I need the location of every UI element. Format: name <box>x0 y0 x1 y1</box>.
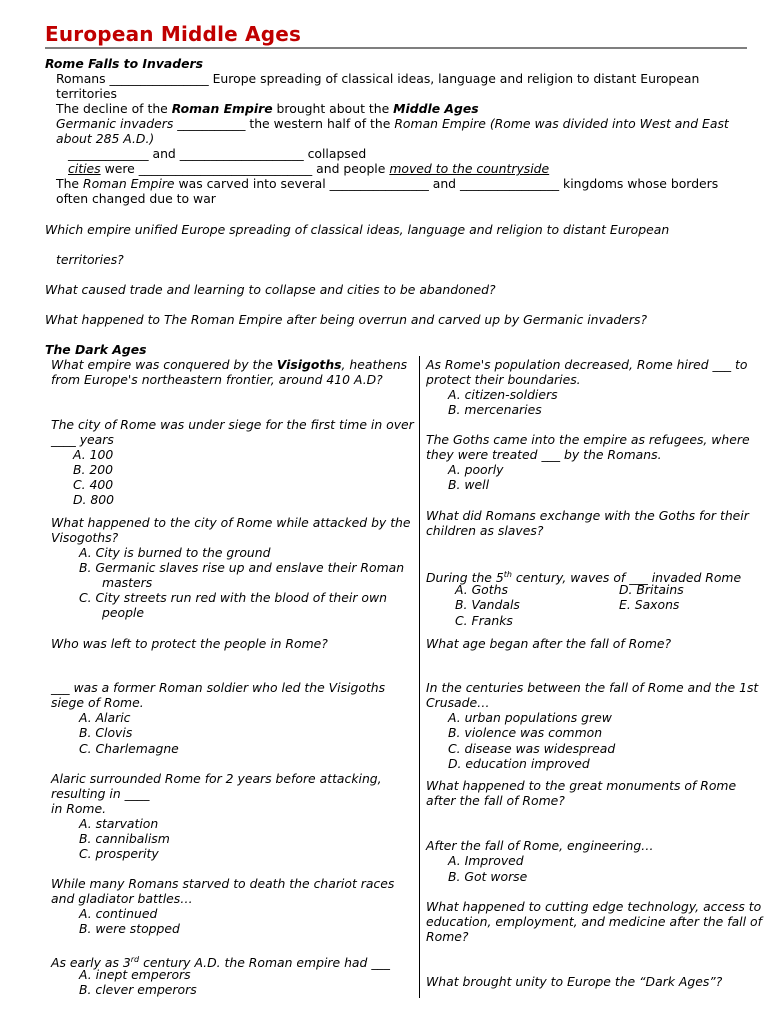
text-segment: Visigoths <box>276 357 342 372</box>
text-segment: The decline of the <box>56 101 172 116</box>
left-q1 <box>51 357 407 372</box>
text-segment: brought about the <box>272 101 394 116</box>
text-segment: , heathens <box>341 357 408 372</box>
notes-line-3 <box>56 116 729 131</box>
left-q3: What happened to the city of Rome while attacked by the <box>51 515 411 530</box>
option-continued: people <box>102 605 144 620</box>
option: A. Alaric <box>79 710 131 725</box>
option: A. continued <box>79 906 158 921</box>
superscript: rd <box>130 955 140 964</box>
superscript: th <box>503 570 512 579</box>
page-title: European Middle Ages <box>45 22 302 46</box>
notes-line-4: _____________ and ____________________ collapsed <box>68 146 367 161</box>
text-segment: Roman Empire <box>394 116 486 131</box>
right-q2: The Goths came into the empire as refugees, where <box>426 432 750 447</box>
option: B. were stopped <box>79 921 180 936</box>
option: C. prosperity <box>79 846 159 861</box>
question-1b: territories? <box>56 252 124 267</box>
notes-line-3b: about 285 A.D.) <box>56 131 155 146</box>
option: A. Goths <box>455 582 508 597</box>
right-q9: What happened to cutting edge technology, access to <box>426 899 762 914</box>
option-continued: masters <box>102 575 153 590</box>
option: A. City is burned to the ground <box>79 545 271 560</box>
notes-line-6 <box>56 176 718 191</box>
left-q6: Alaric surrounded Rome for 2 years before attacking, <box>51 771 382 786</box>
text-segment: were ____________________________ and people <box>100 161 390 176</box>
option: D. Britains <box>619 582 684 597</box>
right-q9c: Rome? <box>426 929 469 944</box>
text-segment: the western half of the <box>245 116 395 131</box>
option: B. violence was common <box>448 725 603 740</box>
option: A. poorly <box>448 462 504 477</box>
option: B. Got worse <box>448 869 528 884</box>
option: A. starvation <box>79 816 159 831</box>
text-segment: ___________ <box>177 116 246 131</box>
right-q8: After the fall of Rome, engineering… <box>426 838 654 853</box>
option: A. 100 <box>73 447 114 462</box>
option: B. Clovis <box>79 725 133 740</box>
text-segment: Roman Empire <box>171 101 273 116</box>
option: A. citizen-soldiers <box>448 387 558 402</box>
option: B. mercenaries <box>448 402 542 417</box>
left-q7: While many Romans starved to death the chariot races <box>51 876 395 891</box>
section-heading-dark-ages: The Dark Ages <box>45 342 147 357</box>
title-rule <box>45 47 747 49</box>
right-q6: In the centuries between the fall of Rome and the 1st <box>426 680 759 695</box>
right-q2b: they were treated ___ by the Romans. <box>426 447 662 462</box>
question-3: What happened to The Roman Empire after being overrun and carved up by Germanic invaders? <box>45 312 648 327</box>
text-segment: Germanic invaders <box>56 116 178 131</box>
text-segment: As early as 3 <box>51 955 131 971</box>
text-segment: moved to the countryside <box>389 161 550 176</box>
right-q6b: Crusade… <box>426 695 490 710</box>
right-q1b: protect their boundaries. <box>426 372 581 387</box>
right-q3: What did Romans exchange with the Goths for their <box>426 508 749 523</box>
left-q3b: Visogoths? <box>51 530 119 545</box>
option: C. disease was widespread <box>448 741 616 756</box>
left-q2: The city of Rome was under siege for the first time in over <box>51 417 414 432</box>
option: A. urban populations grew <box>448 710 612 725</box>
text-segment: century A.D. the Roman empire had ___ <box>139 955 390 971</box>
right-q7b: after the fall of Rome? <box>426 793 565 808</box>
notes-line-6b: often changed due to war <box>56 191 216 206</box>
text-segment: During the 5 <box>426 570 504 586</box>
right-q7: What happened to the great monuments of Rome <box>426 778 737 793</box>
left-q7b: and gladiator battles… <box>51 891 193 906</box>
section-heading-rome-falls: Rome Falls to Invaders <box>45 56 204 71</box>
option: B. Germanic slaves rise up and enslave their Roman <box>79 560 405 575</box>
option: D. 800 <box>73 492 115 507</box>
column-divider <box>419 356 420 998</box>
option: B. Vandals <box>455 597 520 612</box>
option: B. well <box>448 477 490 492</box>
text-segment: Middle Ages <box>393 101 479 116</box>
right-q9b: education, employment, and medicine after the fall of <box>426 914 762 929</box>
right-q3b: children as slaves? <box>426 523 544 538</box>
option: B. 200 <box>73 462 114 477</box>
notes-line-1: Romans ________________ Europe spreading of classical ideas, language and religion to distant European <box>56 71 700 86</box>
text-segment: What empire was conquered by the <box>51 357 277 372</box>
option: A. Improved <box>448 853 524 868</box>
text-segment: (Rome was divided into West and East <box>485 116 729 131</box>
left-q4: Who was left to protect the people in Rome? <box>51 636 328 651</box>
option: C. 400 <box>73 477 114 492</box>
right-q5: What age began after the fall of Rome? <box>426 636 672 651</box>
option: B. cannibalism <box>79 831 170 846</box>
left-q1b: from Europe's northeastern frontier, around 410 A.D? <box>51 372 383 387</box>
option: A. inept emperors <box>79 967 191 982</box>
option: C. Franks <box>455 613 513 628</box>
option: D. education improved <box>448 756 590 771</box>
text-segment: The <box>56 176 83 191</box>
left-q5: ___ was a former Roman soldier who led the Visigoths <box>51 680 386 695</box>
text-segment: cities <box>68 161 101 176</box>
option: C. City streets run red with the blood of their own <box>79 590 387 605</box>
left-q6b: resulting in ____ <box>51 786 150 801</box>
text-segment: was carved into several ________________ and ________________ kingdoms whose borders <box>174 176 719 191</box>
right-q1: As Rome's population decreased, Rome hired ___ to <box>426 357 748 372</box>
notes-line-1b: territories <box>56 86 117 101</box>
question-2: What caused trade and learning to collapse and cities to be abandoned? <box>45 282 496 297</box>
text-segment: Roman Empire <box>82 176 175 191</box>
text-segment: century, waves of ___ invaded Rome <box>511 570 742 586</box>
left-q2b: ____ years <box>51 432 114 447</box>
option: B. clever emperors <box>79 982 197 997</box>
option: E. Saxons <box>619 597 680 612</box>
left-q6c: in Rome. <box>51 801 107 816</box>
option: C. Charlemagne <box>79 741 179 756</box>
notes-line-5 <box>68 161 549 176</box>
left-q5b: siege of Rome. <box>51 695 144 710</box>
question-1: Which empire unified Europe spreading of classical ideas, language and religion to distant European <box>45 222 670 237</box>
right-q10: What brought unity to Europe the “Dark Ages”? <box>426 974 723 989</box>
notes-line-2 <box>56 101 479 116</box>
